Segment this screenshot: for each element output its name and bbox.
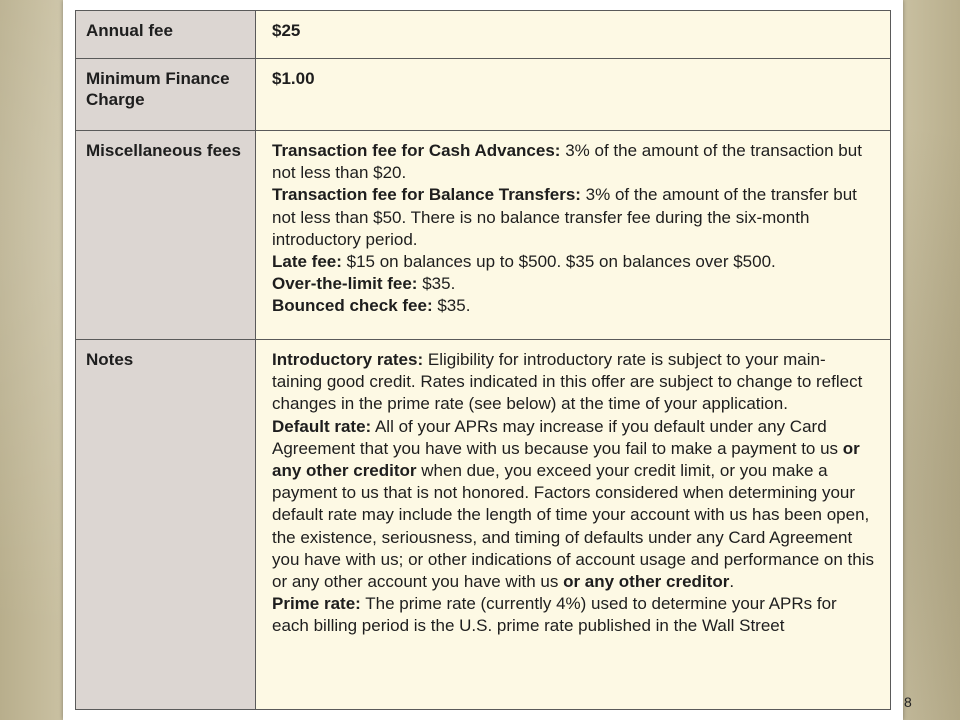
fee-text: $35. bbox=[417, 274, 456, 294]
fee-text: 3% of the amount of the transaction but not less than $20. bbox=[272, 141, 862, 183]
note-emphasis: or any other creditor bbox=[563, 572, 730, 592]
note-text: . bbox=[729, 572, 735, 592]
table-row-minimum-finance-charge bbox=[76, 59, 890, 131]
fee-item bbox=[272, 140, 874, 184]
note-text: All of your APRs may increase if you default under any Card Agreement that you have with us because you fail to make a payment to us bbox=[272, 416, 843, 458]
fee-term: Bounced check fee: bbox=[272, 296, 433, 316]
fee-text: $35. bbox=[432, 296, 471, 316]
note-term: Default rate: bbox=[272, 416, 372, 436]
fee-item bbox=[272, 184, 874, 251]
note-term: Introductory rates: bbox=[272, 350, 424, 369]
note-emphasis: or any other creditor bbox=[272, 438, 860, 481]
table-row-miscellaneous-fees bbox=[76, 131, 890, 340]
row-label: Notes bbox=[76, 340, 256, 709]
row-value bbox=[256, 131, 890, 339]
fee-text: 3% of the amount of the transfer but not less than $50. There is no balance transfer fee during the six-month introductory period. bbox=[272, 185, 857, 249]
fee-term: Late fee: bbox=[272, 252, 342, 272]
note-item bbox=[272, 349, 874, 416]
notes-content bbox=[272, 349, 874, 700]
row-label: Miscellaneous fees bbox=[76, 131, 256, 339]
page-number: 8 bbox=[904, 694, 912, 710]
note-item bbox=[272, 593, 874, 637]
table-row-notes bbox=[76, 340, 890, 709]
fee-term: Transaction fee for Balance Transfers: bbox=[272, 185, 581, 205]
fee-term: Transaction fee for Cash Advances: bbox=[272, 141, 561, 160]
fee-term: Over-the-limit fee: bbox=[272, 274, 418, 294]
note-term: Prime rate: bbox=[272, 594, 361, 614]
note-text: when due, you exceed your credit limit, or you make a payment to us that is not honored. Factors considered when determining your default rate may include the length of time your account with us has been open, the existence, seriousness, and timing of defaults under any Card Agreement you have with us; or other indications of account usage and performance on this or any other account you have with us bbox=[272, 461, 874, 592]
fee-text: $15 on balances up to $500. $35 on balances over $500. bbox=[341, 252, 776, 272]
note-text: Eligibility for introductory rate is subject to your main-taining good credit. Rates indicated in this offer are subject to change to reflect changes in the prime rate (see below) at the time of your application. bbox=[272, 350, 863, 414]
fee-item bbox=[272, 251, 874, 273]
row-label: Minimum Finance Charge bbox=[76, 59, 256, 130]
row-value: $25 bbox=[272, 21, 301, 40]
fee-item bbox=[272, 295, 874, 317]
table-row-annual-fee bbox=[76, 11, 890, 59]
note-item bbox=[272, 416, 874, 594]
note-text: The prime rate (currently 4%) used to determine your APRs for each billing period is the U.S. prime rate published in the Wall Street bbox=[272, 594, 837, 636]
row-value bbox=[256, 340, 890, 709]
row-value: $1.00 bbox=[272, 69, 315, 88]
row-label: Annual fee bbox=[76, 11, 256, 58]
fee-disclosure-table bbox=[75, 10, 891, 710]
fee-item bbox=[272, 273, 874, 295]
